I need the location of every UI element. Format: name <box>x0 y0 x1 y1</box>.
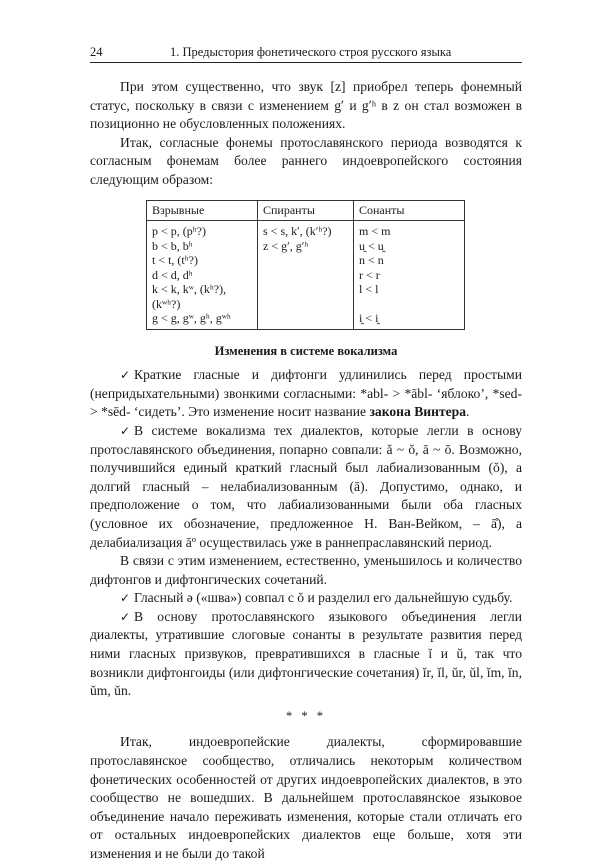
paragraph-2: Итак, согласные фонемы протославянского периода возводятся к согласным фонемам более раннего индоевропейского состояния следующим образом: <box>90 134 522 187</box>
check-bullet-icon: ✓ <box>120 609 131 624</box>
table-row <box>147 268 465 283</box>
table-cell <box>258 268 354 283</box>
bullet-paragraph-2-continued: В связи с этим изменением, естественно, уменьшилось и количество дифтонгов и дифтонгических сочетаний. <box>90 553 522 587</box>
table-row <box>147 311 465 329</box>
table-cell <box>258 282 354 311</box>
paragraph-1: При этом существенно, что звук [z] приобрел теперь фонемный статус, поскольку в связи с изменением gʹ и gʹʰ в z он стал возможен в позиционно не обусловленных положениях. <box>90 79 522 132</box>
section-separator: * * * <box>286 708 326 723</box>
table-header: Взрывные <box>147 200 258 221</box>
section-title: Изменения в системе вокализма <box>214 343 398 358</box>
table-cell <box>258 311 354 329</box>
consonant-table <box>146 200 465 330</box>
table-cell: i̯ < i̯ <box>354 311 465 329</box>
table-cell: d < d, dʰ <box>147 268 258 283</box>
table-row <box>147 221 465 239</box>
table-cell: z < gʹ, gʹʰ <box>258 239 354 254</box>
table-cell: b < b, bʰ <box>147 239 258 254</box>
table-header: Спиранты <box>258 200 354 221</box>
bullet-paragraph-3 <box>90 589 522 608</box>
law-name: закона Винтера <box>369 404 467 420</box>
table-row <box>147 253 465 268</box>
page-number: 24 <box>90 45 103 59</box>
page-body <box>90 78 522 864</box>
header-rule <box>90 62 522 63</box>
bullet-text: В системе вокализма тех диалектов, которые легли в основу протославянского объединения, попарно совпали: ă ~ ŏ, ā ~ ō. Возможно, получившийся единый краткий гласный был лабиализованным (ŏ), а долгий гласный – нелабиализованным (ā). Допустимо, однако, и предположение о том, что лабиализованными были оба гласных (условное их обозначение, предложенное Н. Ван-Вейком, – ā̊), а делабиализация āº осуществилась уже в раннепраславянский период. <box>90 422 522 550</box>
table-cell: l < l <box>354 282 465 311</box>
bullet-text: Гласный ə («шва») совпал с ŏ и разделил его дальнейшую судьбу. <box>134 590 513 606</box>
check-bullet-icon: ✓ <box>120 591 131 606</box>
bullet-paragraph-1 <box>90 366 522 422</box>
table-cell: k < k, kʷ, (kʰ?), (kʷʰ?) <box>147 282 258 311</box>
table-header: Сонанты <box>354 200 465 221</box>
check-bullet-icon: ✓ <box>120 423 131 438</box>
closing-paragraph: Итак, индоевропейские диалекты, сформировавшие протославянское сообщество, отличались некоторым количеством фонетических особенностей от других индоевропейских диалектов, в это сообщество не вошедших. В дальнейшем протославянское языковое объединение начало переживать изменения, которые стали отличать его от остальных индоевропейских диалектов еще больше, хотя эти изменения и не были до такой <box>90 734 522 861</box>
table-cell: m < m <box>354 221 465 239</box>
page-header <box>90 44 522 60</box>
bullet-paragraph-4 <box>90 608 522 701</box>
table-cell: r < r <box>354 268 465 283</box>
table-row <box>147 239 465 254</box>
bullet-paragraph-2 <box>90 422 522 552</box>
bullet-text-end: . <box>466 404 470 420</box>
table-cell: n < n <box>354 253 465 268</box>
table-cell: t < t, (tʰ?) <box>147 253 258 268</box>
table-header-row <box>147 200 465 221</box>
table-cell: u̯ < u̯ <box>354 239 465 254</box>
bullet-text: Краткие гласные и дифтонги удлинились перед простыми (непридыхательными) звонкими согласными: *abl- > *ābl- ‘яблоко’, *sed- > *sēd- ‘сидеть’. Это изменение носит название <box>90 367 522 420</box>
table-cell <box>258 253 354 268</box>
check-bullet-icon: ✓ <box>120 368 131 383</box>
bullet-text: В основу протославянского языкового объединения легли диалекты, утратившие слоговые сонанты в результате развития перед ними гласных призвуков, превратившихся в гласные ĭ и ŭ, так что возникли дифтонгоиды (или дифтонгические сочетания) ĭr, ĭl, ŭr, ŭl, ĭm, ĭn, ŭm, ŭn. <box>90 608 522 699</box>
table-row <box>147 282 465 311</box>
running-title: 1. Предыстория фонетического строя русского языка <box>170 45 452 59</box>
table-cell: p < p, (pʰ?) <box>147 221 258 239</box>
table-cell: g < g, gʷ, gʰ, gʷʰ <box>147 311 258 329</box>
table-cell: s < s, kʹ, (kʹʰ?) <box>258 221 354 239</box>
